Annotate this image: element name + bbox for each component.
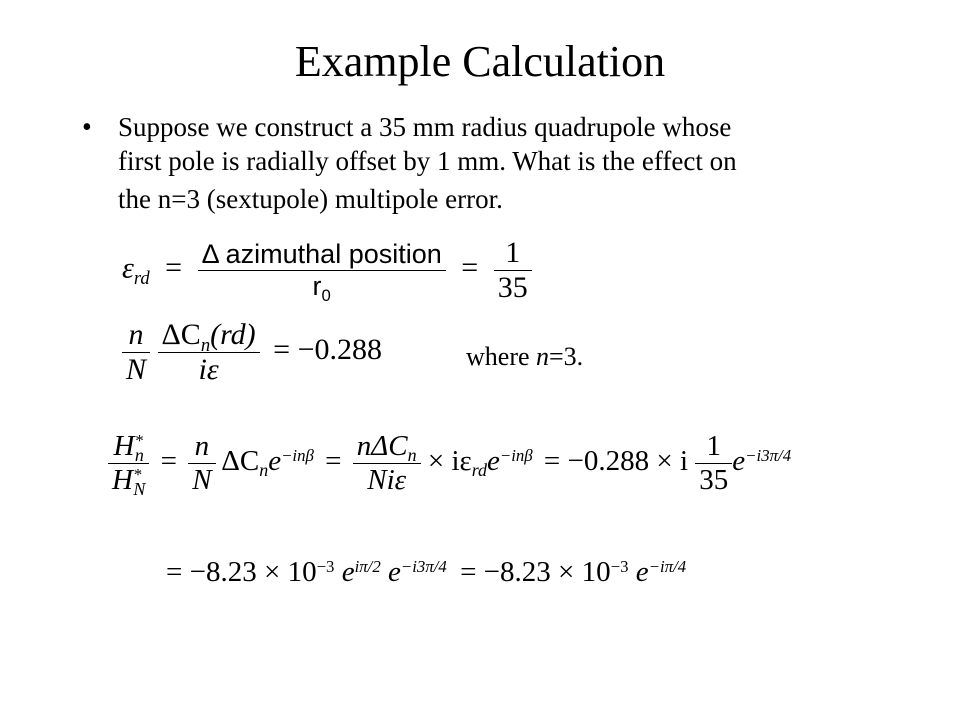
- one-over-35-fraction: $\frac{1}{35}$: [494, 236, 532, 305]
- bullet-line-2: first pole is radially offset by 1 mm. What is the effect on: [118, 146, 737, 176]
- equation-epsilon-rd: $\varepsilon_{rd}$ = $\frac{\text{Δ azimuthal position}}{r_0}$ = $\frac{1}{35}$: [122, 236, 532, 305]
- bullet-point: •: [82, 112, 92, 143]
- delta-c-fraction: $\frac{\Delta C_n(rd)}{i\varepsilon}$: [158, 318, 260, 387]
- bullet-line-3: the n=3 (sextupole) multipole error.: [118, 184, 503, 214]
- epsilon-symbol: ε: [122, 251, 134, 285]
- equation-delta-c: $\frac{n}{N}$ $\frac{\Delta C_n(rd)}{i\varepsilon}$ = −0.288: [122, 318, 382, 387]
- h-ratio-fraction: $\frac{H^*_n}{H^*_N}$: [108, 430, 149, 497]
- n-over-N-fraction: $\frac{n}{N}$: [122, 318, 150, 387]
- bullet-line-1: Suppose we construct a 35 mm radius quadrupole whose: [118, 112, 732, 142]
- azimuthal-fraction: $\frac{\text{Δ azimuthal position}}{r_0}$: [198, 239, 446, 302]
- epsilon-subscript: rd: [133, 267, 150, 289]
- equation-harmonic-ratio: $\frac{H^*_n}{H^*_N}$ = $\frac{n}{N}$ $\Delta C_ne^{-in\beta}$ = $\frac{n\Delta C_n}{\text{Niε}}$ × $i\varepsilon_{rd}e^{-in\beta} = -0.288 \times i$ $\frac{1}{35}$ $e^{-i3\pi/4}$: [108, 430, 791, 497]
- equation-result: = $-8.23 \times 10^{-3}$ $e^{i\pi/2}$ $e^{-i3\pi/4} = -8.23 \times 10^{-3}$ $e^{-i\pi/4}$: [166, 556, 687, 588]
- where-note: where n=3.: [466, 342, 584, 371]
- slide-title: Example Calculation: [294, 37, 666, 86]
